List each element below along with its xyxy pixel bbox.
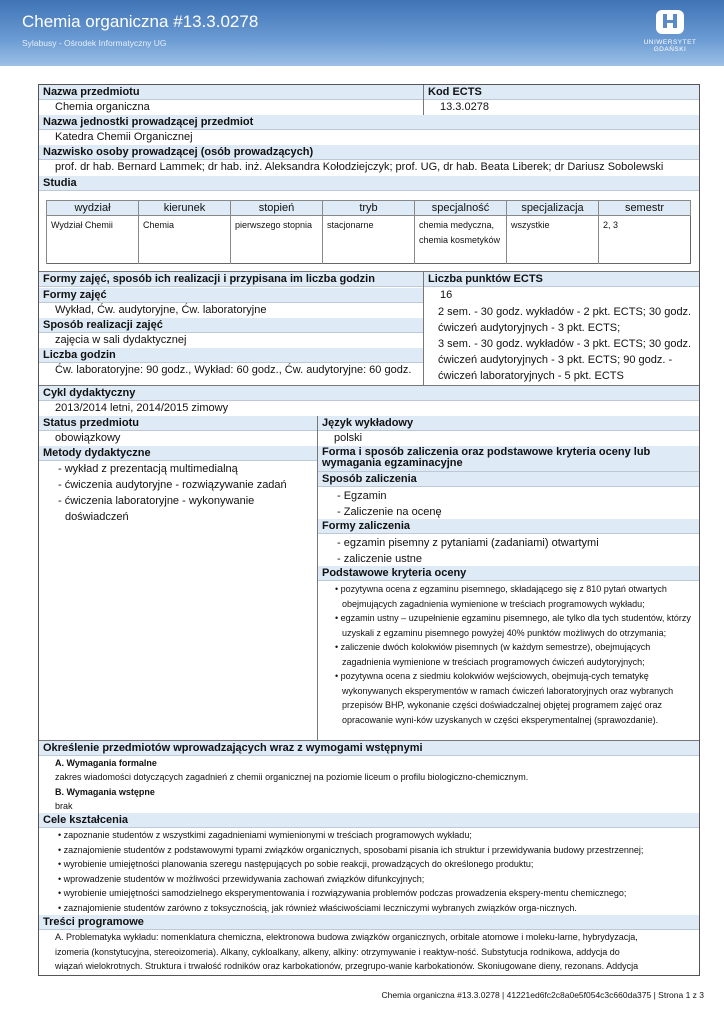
course-name-value: Chemia organiczna bbox=[55, 101, 150, 113]
list-item: • pozytywna ocena z siedmiu kolokwiów wejściowych, obejmują-cych tematykę wykonywanych eksperymentów w ramach ćwiczeń laboratoryjnych oraz wybranych przepisów BHP, wykonanie części doświadczalnej objętej programem zajęć oraz opracowanie wyni-ków uzyskanych w części eksperymentalnej (sprawozdanie). bbox=[335, 671, 674, 725]
table-cell: chemia medyczna, chemia kosmetyków bbox=[415, 216, 507, 264]
course-name-label: Nazwa przedmiotu bbox=[39, 85, 423, 100]
studies-header: specjalność bbox=[415, 201, 507, 216]
list-item: - ćwiczenia laboratoryjne - wykonywanie doświadczeń bbox=[58, 495, 255, 523]
content-line: A. Problematyka wykładu: nomenklatura chemiczna, elektronowa budowa związków organicznych, orbitale atomowe i moleku-larne, hybrydyzacja, bbox=[55, 932, 638, 942]
forms-value: Wykład, Ćw. audytoryjne, Ćw. laboratoryjne bbox=[55, 304, 267, 316]
entry-requirements-label: B. Wymagania wstępne bbox=[55, 787, 155, 797]
ects-points-label: Liczba punktów ECTS bbox=[424, 272, 700, 287]
list-item: • wyrobienie umiejętności samodzielnego eksperymentowania i rozwiązywania problemów podczas prowadzenia ekspery-mentu chemicznego; bbox=[58, 888, 627, 898]
assessment-forms bbox=[334, 535, 684, 567]
studies-label: Studia bbox=[39, 176, 700, 191]
studies-table bbox=[46, 200, 691, 264]
university-crest-icon bbox=[650, 8, 690, 36]
table-cell: pierwszego stopnia bbox=[231, 216, 323, 264]
assessment-forms-label: Formy zaliczenia bbox=[318, 519, 700, 534]
studies-header: stopień bbox=[231, 201, 323, 216]
criteria-label: Podstawowe kryteria oceny bbox=[318, 566, 700, 581]
status-value: obowiązkowy bbox=[55, 432, 121, 444]
content-text bbox=[55, 930, 699, 974]
hours-label: Liczba godzin bbox=[39, 348, 423, 363]
ects-detail-line: ćwiczeń audytoryjnych - 3 pkt. ECTS; bbox=[438, 322, 621, 334]
list-item: • wyrobienie umiejętności planowania szeregu następujących po sobie reakcji, prowadzących do określonego produktu; bbox=[58, 859, 534, 869]
list-item: • egzamin ustny – uzupełnienie egzaminu pisemnego, ale tylko dla tych studentów, którzy uzyskali z egzaminu pisemnego powyżej 40% punktów możliwych do otrzymania; bbox=[335, 613, 691, 638]
page-header bbox=[0, 0, 724, 66]
ects-detail-line: ćwiczeń laboratoryjnych - 5 pkt. ECTS bbox=[438, 370, 624, 382]
prerequisites-label: Określenie przedmiotów wprowadzających wraz z wymogami wstępnymi bbox=[39, 741, 700, 756]
table-cell: 2, 3 bbox=[599, 216, 691, 264]
ects-detail-line: 3 sem. - 30 godz. wykładów - 3 pkt. ECTS; 30 godz. bbox=[438, 338, 692, 350]
methods-list bbox=[55, 461, 295, 525]
status-label: Status przedmiotu bbox=[39, 416, 317, 431]
unit-value: Katedra Chemii Organicznej bbox=[55, 131, 193, 143]
list-item: - Egzamin bbox=[337, 490, 387, 502]
list-item: - egzamin pisemny z pytaniami (zadaniami) otwartymi bbox=[337, 537, 599, 549]
lecturers-value: prof. dr hab. Bernard Lammek; dr hab. inż. Aleksandra Kołodziejczyk; prof. UG, dr hab. Beata Liberek; dr Dariusz Sobolewski bbox=[55, 161, 664, 173]
criteria-list bbox=[332, 582, 696, 727]
hours-value: Ćw. laboratoryjne: 90 godz., Wykład: 60 godz., Ćw. audytoryjne: 60 godz. bbox=[55, 364, 412, 376]
table-row bbox=[47, 216, 691, 264]
content-line: wiązań wielokrotnych. Struktura i trwałość rodników oraz karbokationów, przegrupo-wanie karbokationów. Skoniugowane dieny, rezonans. Addycja bbox=[55, 961, 639, 971]
document-title: Chemia organiczna #13.3.0278 bbox=[22, 12, 259, 31]
studies-header: wydział bbox=[47, 201, 139, 216]
studies-header: semestr bbox=[599, 201, 691, 216]
list-item: - ćwiczenia audytoryjne - rozwiązywanie zadań bbox=[58, 479, 287, 491]
ects-detail-line: ćwiczeń audytoryjnych - 3 pkt. ECTS; 90 godz. - bbox=[438, 354, 673, 366]
divider bbox=[423, 85, 424, 115]
content-label: Treści programowe bbox=[39, 915, 700, 930]
formal-requirements-label: A. Wymagania formalne bbox=[55, 758, 157, 768]
table-cell: wszystkie bbox=[507, 216, 599, 264]
entry-requirements-value: brak bbox=[55, 801, 73, 811]
assessment-label: Forma i sposób zaliczenia oraz podstawowe kryteria oceny lub wymagania egzaminacyjne bbox=[318, 446, 700, 472]
cycle-label: Cykl dydaktyczny bbox=[39, 386, 700, 401]
studies-header: specjalizacja bbox=[507, 201, 599, 216]
forms-label: Formy zajęć bbox=[39, 288, 423, 303]
ects-code-label: Kod ECTS bbox=[424, 85, 700, 100]
list-item: • wprowadzenie studentów w możliwości przewidywania zachowań związków difunkcyjnych; bbox=[58, 873, 425, 884]
list-item: • zaliczenie dwóch kolokwiów pisemnych (w każdym semestrze), obejmujących zagadnienia wymienione w treściach programowych ćwiczeń audytoryjnych; bbox=[335, 642, 651, 667]
ects-code-value: 13.3.0278 bbox=[440, 101, 489, 113]
ects-points-total: 16 bbox=[440, 289, 453, 301]
realization-value: zajęcia w sali dydaktycznej bbox=[55, 334, 187, 346]
list-item: • zaznajomienie studentów zarówno z toksycznością, jak również właściwościami leczniczymi wybranych związków orga-nicznych. bbox=[58, 902, 577, 913]
assessment-method-label: Sposób zaliczenia bbox=[318, 472, 700, 487]
ects-detail-line: 2 sem. - 30 godz. wykładów - 2 pkt. ECTS; 30 godz. bbox=[438, 306, 692, 318]
page-footer: Chemia organiczna #13.3.0278 | 41221ed6fc2c8a0e5f054c3c660da375 | Strona 1 z 3 bbox=[381, 990, 704, 1000]
list-item: - zaliczenie ustne bbox=[337, 553, 422, 565]
studies-header: tryb bbox=[323, 201, 415, 216]
content-line: izomeria (konstytucyjna, stereoizomeria). Alkany, cykloalkany, alkeny, alkiny: otrzymywanie i reaktyw-ność. Substytucja rodnikowa, addycja do bbox=[55, 946, 620, 957]
table-cell: stacjonarne bbox=[323, 216, 415, 264]
list-item: - wykład z prezentacją multimedialną bbox=[58, 463, 238, 475]
syllabus-form bbox=[38, 84, 700, 976]
ects-points-detail bbox=[438, 304, 698, 384]
language-value: polski bbox=[334, 432, 363, 444]
university-name: UNIWERSYTET GDAŃSKI bbox=[643, 39, 697, 53]
document-subtitle: Sylabusy - Ośrodek Informatyczny UG bbox=[22, 38, 167, 48]
table-cell: Wydział Chemii bbox=[47, 216, 139, 264]
realization-label: Sposób realizacji zajęć bbox=[39, 318, 423, 333]
list-item: - Zaliczenie na ocenę bbox=[337, 506, 442, 518]
formal-requirements-value: zakres wiadomości dotyczących zagadnień z chemii organicznej na poziomie liceum o profilu biologiczno-chemicznym. bbox=[55, 772, 529, 782]
unit-label: Nazwa jednostki prowadzącej przedmiot bbox=[39, 115, 700, 130]
forms-section-label: Formy zajęć, sposób ich realizacji i przypisana im liczba godzin bbox=[39, 272, 423, 287]
assessment-methods bbox=[334, 488, 684, 520]
studies-header: kierunek bbox=[139, 201, 231, 216]
table-cell: Chemia bbox=[139, 216, 231, 264]
goals-list bbox=[55, 828, 699, 915]
methods-label: Metody dydaktyczne bbox=[39, 446, 317, 461]
university-logo bbox=[628, 8, 712, 53]
goals-label: Cele kształcenia bbox=[39, 813, 700, 828]
list-item: • zaznajomienie studentów z podstawowymi typami związków organicznych, sposobami pisania ich struktur i przewidywania budowy przestrzennej; bbox=[58, 844, 644, 855]
cycle-value: 2013/2014 letni, 2014/2015 zimowy bbox=[55, 402, 229, 414]
list-item: • zapoznanie studentów z wszystkimi zagadnieniami wymienionymi w treściach programowych wykładu; bbox=[58, 830, 472, 840]
language-label: Język wykładowy bbox=[318, 416, 700, 431]
list-item: • pozytywna ocena z egzaminu pisemnego, składającego się z 810 pytań otwartych obejmujących zagadnienia wymienione w treściach programowych wykładu; bbox=[335, 584, 667, 609]
lecturers-label: Nazwisko osoby prowadzącej (osób prowadzących) bbox=[39, 145, 700, 160]
